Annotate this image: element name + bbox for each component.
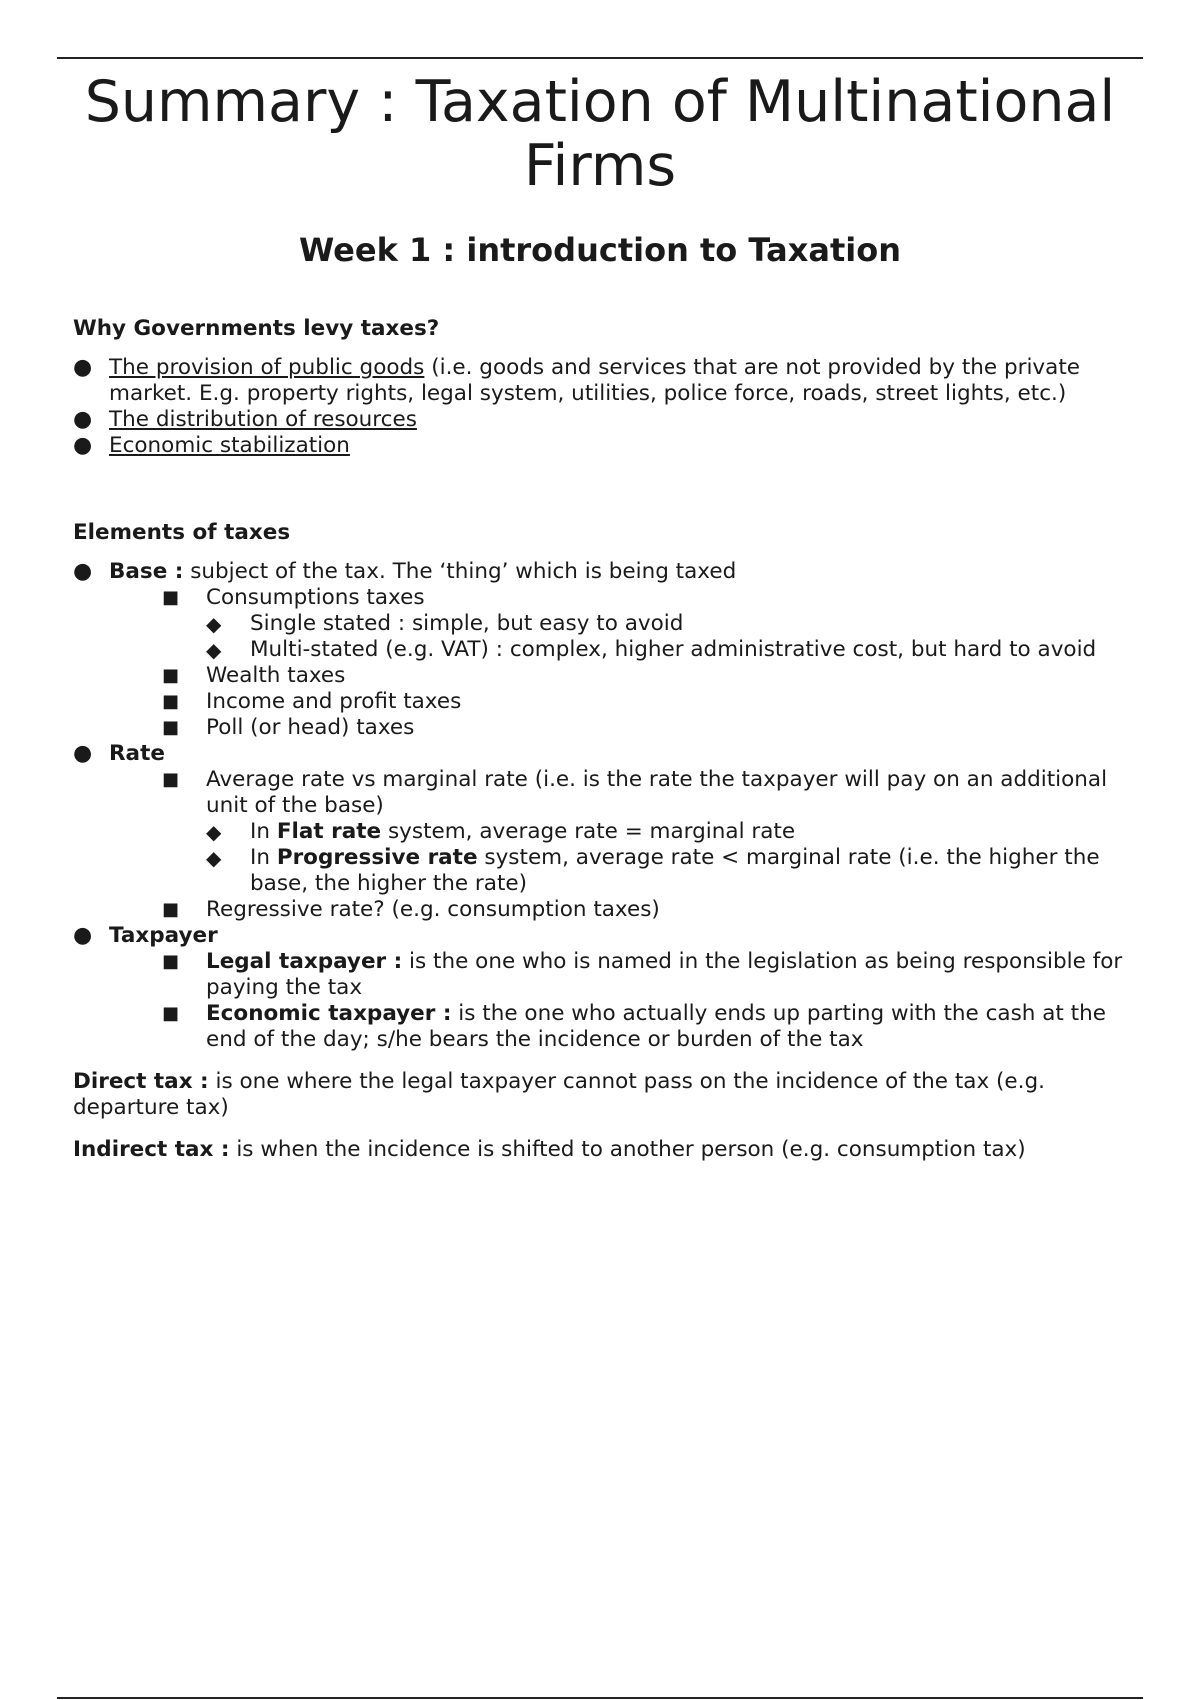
square-bullet-icon: ■ — [162, 899, 180, 920]
why-item-label: The provision of public goods — [109, 355, 425, 380]
square-bullet-icon: ■ — [162, 587, 180, 608]
elements-list — [73, 559, 1133, 1053]
consumption-taxes: Consumptions taxes — [206, 585, 425, 610]
wealth-taxes: Wealth taxes — [206, 663, 346, 688]
bullet-icon: ● — [73, 355, 93, 380]
bullet-icon: ● — [73, 407, 93, 432]
list-item — [73, 663, 1133, 689]
square-bullet-icon: ■ — [162, 1003, 180, 1024]
taxpayer-label: Taxpayer — [109, 923, 218, 948]
legal-taxpayer-label: Legal taxpayer : — [206, 949, 403, 974]
base-desc: subject of the tax. The ‘thing’ which is being taxed — [183, 559, 737, 584]
diamond-bullet-icon: ◆ — [206, 612, 222, 636]
why-item-label: The distribution of resources — [109, 407, 417, 432]
square-bullet-icon: ■ — [162, 717, 180, 738]
list-item — [73, 767, 1133, 819]
economic-taxpayer-desc: is the one who actually ends up parting with the cash at the end of the day; s/he bears the incidence or burden of the tax — [206, 1001, 1106, 1052]
flat-rate-pre: In — [250, 819, 277, 844]
why-list — [73, 355, 1133, 459]
base-label: Base : — [109, 559, 184, 584]
list-item — [73, 819, 1133, 845]
list-item-base — [73, 559, 1133, 585]
section-spacer — [73, 459, 1133, 520]
document-body — [73, 316, 1133, 1163]
indirect-tax-paragraph — [73, 1137, 1133, 1163]
poll-taxes: Poll (or head) taxes — [206, 715, 415, 740]
progressive-rate-label: Progressive rate — [276, 845, 478, 870]
progressive-rate-desc: system, average rate < marginal rate (i.e. the higher the base, the higher the rate) — [250, 845, 1100, 896]
diamond-bullet-icon: ◆ — [206, 820, 222, 844]
top-rule — [57, 57, 1143, 59]
elements-heading: Elements of taxes — [73, 520, 291, 545]
square-bullet-icon: ■ — [162, 691, 180, 712]
direct-tax-label: Direct tax : — [73, 1069, 209, 1094]
bottom-rule — [57, 1697, 1143, 1699]
regressive-rate: Regressive rate? (e.g. consumption taxes) — [206, 897, 660, 922]
indirect-tax-label: Indirect tax : — [73, 1137, 230, 1162]
multi-stated: Multi-stated (e.g. VAT) : complex, higher administrative cost, but hard to avoid — [250, 637, 1097, 662]
direct-tax-paragraph — [73, 1069, 1133, 1121]
bullet-icon: ● — [73, 923, 93, 948]
list-item — [73, 715, 1133, 741]
why-heading: Why Governments levy taxes? — [73, 316, 440, 341]
bullet-icon: ● — [73, 433, 93, 458]
list-item — [73, 585, 1133, 611]
why-item-label: Economic stabilization — [109, 433, 350, 458]
progressive-rate-pre: In — [250, 845, 277, 870]
list-item — [73, 355, 1133, 407]
page-title: Summary : Taxation of Multinational Firms — [84, 69, 1116, 199]
direct-tax-desc: is one where the legal taxpayer cannot pass on the incidence of the tax (e.g. departure tax) — [73, 1069, 1045, 1120]
average-rate: Average rate vs marginal rate (i.e. is the rate the taxpayer will pay on an additional unit of the base) — [206, 767, 1108, 818]
list-item — [73, 845, 1133, 897]
list-item-taxpayer — [73, 923, 1133, 949]
rate-label: Rate — [109, 741, 165, 766]
list-item-rate — [73, 741, 1133, 767]
diamond-bullet-icon: ◆ — [206, 638, 222, 662]
page-subtitle: Week 1 : introduction to Taxation — [299, 231, 901, 269]
flat-rate-desc: system, average rate = marginal rate — [381, 819, 796, 844]
list-item — [73, 897, 1133, 923]
list-item — [73, 611, 1133, 637]
single-stated: Single stated : simple, but easy to avoid — [250, 611, 684, 636]
list-item — [73, 637, 1133, 663]
economic-taxpayer-label: Economic taxpayer : — [206, 1001, 452, 1026]
legal-taxpayer-desc: is the one who is named in the legislation as being responsible for paying the tax — [206, 949, 1123, 1000]
bullet-icon: ● — [73, 559, 93, 584]
bullet-icon: ● — [73, 741, 93, 766]
list-item — [73, 949, 1133, 1001]
list-item — [73, 1001, 1133, 1053]
square-bullet-icon: ■ — [162, 665, 180, 686]
square-bullet-icon: ■ — [162, 769, 180, 790]
indirect-tax-desc: is when the incidence is shifted to another person (e.g. consumption tax) — [229, 1137, 1026, 1162]
flat-rate-label: Flat rate — [276, 819, 382, 844]
list-item — [73, 407, 1133, 433]
list-item — [73, 433, 1133, 459]
square-bullet-icon: ■ — [162, 951, 180, 972]
why-item-desc: (i.e. goods and services that are not provided by the private market. E.g. property rights, legal system, utilities, police force, roads, street lights, etc.) — [109, 355, 1080, 406]
diamond-bullet-icon: ◆ — [206, 846, 222, 870]
income-taxes: Income and profit taxes — [206, 689, 462, 714]
list-item — [73, 689, 1133, 715]
